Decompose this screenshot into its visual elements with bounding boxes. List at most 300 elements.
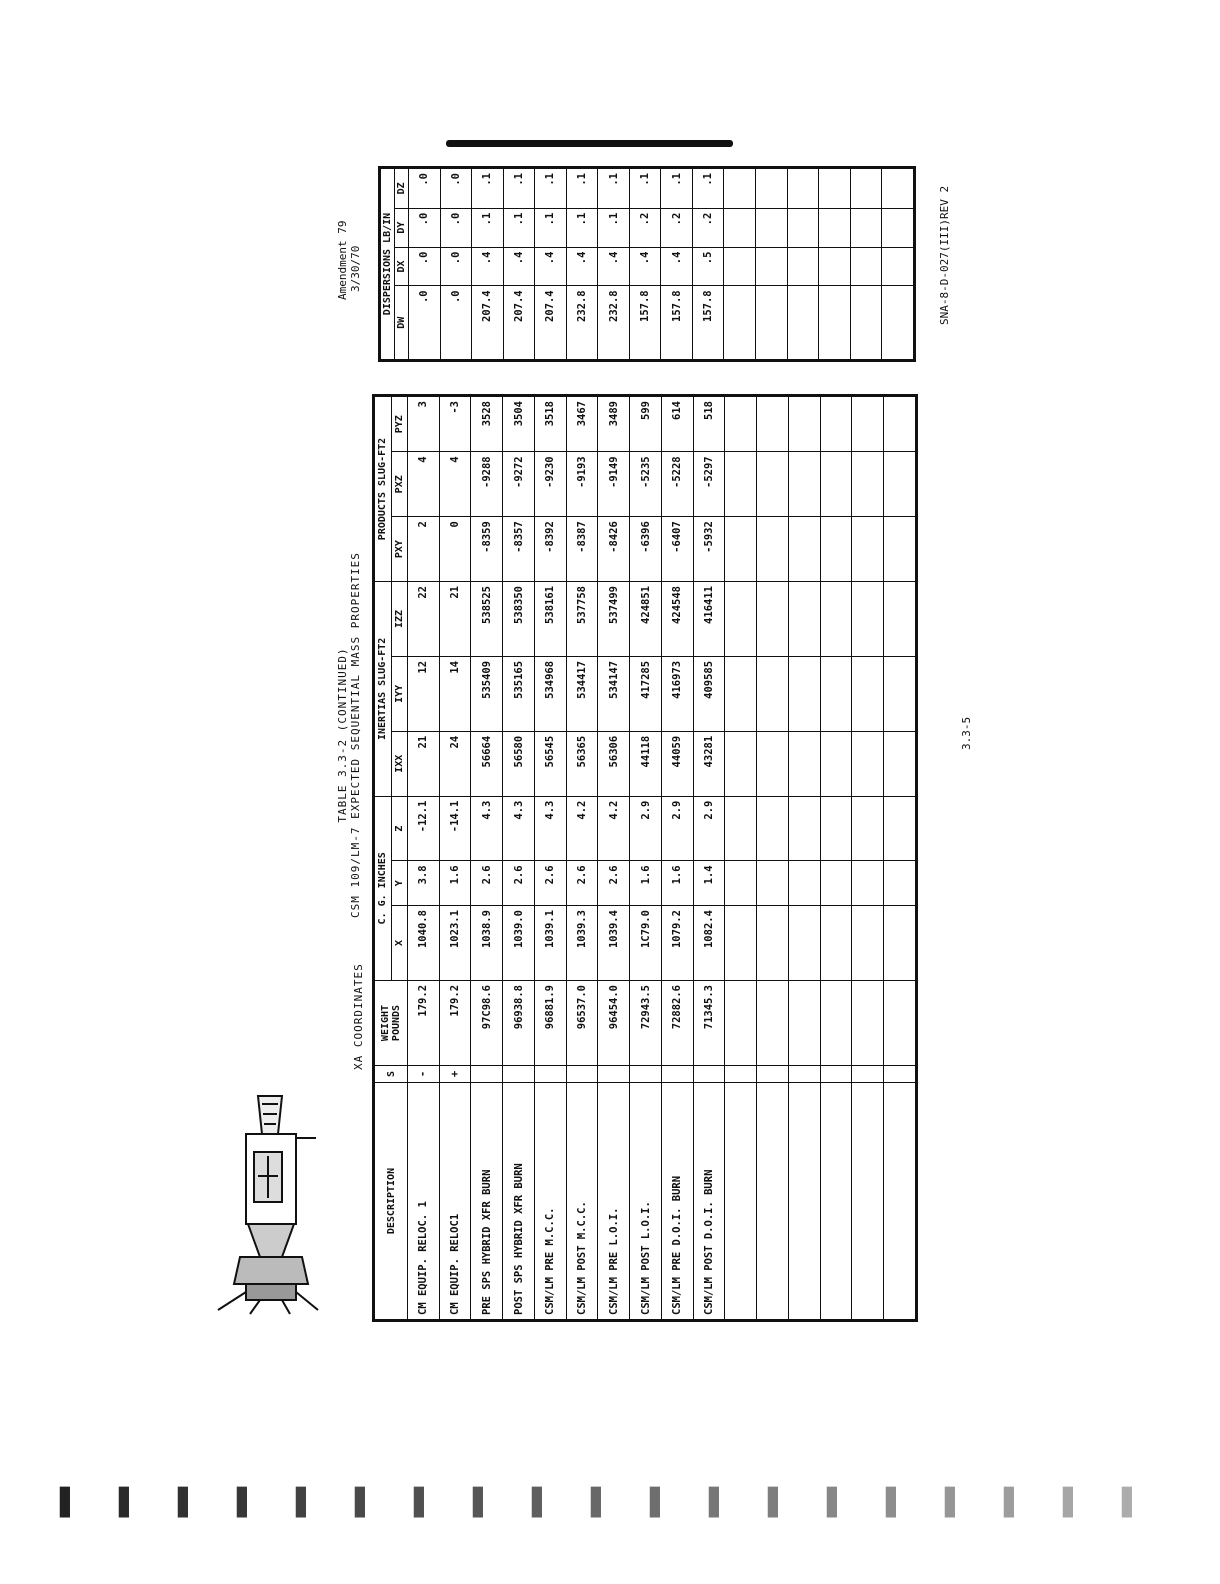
empty-cell [756,247,788,286]
film-mark: ▌ [532,1488,552,1518]
empty-cell [884,731,917,796]
empty-cell [850,208,882,247]
disp-cell-dy: .0 [440,208,472,247]
cell-z: 4.2 [566,796,598,861]
cell-z: 2.9 [661,796,693,861]
dispersions-column-row [395,168,409,361]
document-id: SNA-8-D-027(III)REV 2 [938,185,951,325]
cell-y: 1.6 [439,861,471,906]
cell-y: 1.6 [630,861,662,906]
disp-cell-dz: .1 [661,168,693,209]
empty-cell [882,247,915,286]
empty-cell [787,247,819,286]
empty-cell [850,286,882,361]
cell-desc: CM EQUIP. RELOC1 [439,1083,471,1321]
empty-cell [852,396,884,452]
mass-properties-table-container [372,394,913,1322]
cell-iyy: 417285 [630,656,662,731]
film-mark: ▌ [591,1488,611,1518]
cell-x: 1023.1 [439,906,471,981]
cell-pyz: 3467 [566,396,598,452]
cell-pyz: 599 [630,396,662,452]
table-row [408,396,440,1321]
empty-row [757,396,789,1321]
cell-pyz: 3518 [534,396,566,452]
empty-cell [788,796,820,861]
cell-pxz: -5297 [693,452,725,517]
empty-cell [725,731,757,796]
cell-x: 1079.2 [661,906,693,981]
empty-cell [820,1066,852,1083]
empty-cell [850,168,882,209]
disp-cell-dy: .2 [629,208,661,247]
empty-cell [882,168,915,209]
table-row [693,396,725,1321]
empty-cell [724,247,756,286]
empty-cell [852,731,884,796]
empty-cell [884,906,917,981]
empty-row [884,396,917,1321]
empty-cell [787,286,819,361]
empty-cell [757,396,789,452]
cell-pxy: -6407 [661,517,693,582]
empty-cell [756,286,788,361]
empty-cell [884,452,917,517]
film-mark: ▌ [827,1488,847,1518]
cell-x: 1038.9 [471,906,503,981]
empty-cell [852,656,884,731]
empty-row [725,396,757,1321]
amendment-stamp [336,221,362,300]
cell-pyz: 3489 [598,396,630,452]
cell-iyy: 534968 [534,656,566,731]
cell-y: 2.6 [598,861,630,906]
cell-y: 2.6 [534,861,566,906]
empty-cell [788,396,820,452]
empty-cell [725,452,757,517]
coord-label-block [352,963,365,1070]
disp-cell-dy: .2 [692,208,724,247]
dispersions-table [378,166,916,362]
table-title-line2: CSM 109/LM-7 EXPECTED SEQUENTIAL MASS PROPERTIES [349,552,362,918]
cell-weight: 71345.3 [693,980,725,1065]
empty-cell [884,861,917,906]
empty-cell [852,582,884,657]
table-row [471,396,503,1321]
disp-cell-dw: 157.8 [692,286,724,361]
page-number: 3.3-5 [960,716,973,750]
disp-col-dw: DW [395,286,409,361]
cell-y: 2.6 [471,861,503,906]
cell-izz: 416411 [693,582,725,657]
empty-row [787,168,819,361]
dispersion-row [661,168,693,361]
empty-cell [725,861,757,906]
cell-desc: CSM/LM POST M.C.C. [566,1083,598,1321]
cell-z: 4.3 [503,796,535,861]
cell-y: 1.6 [661,861,693,906]
cell-s [693,1066,725,1083]
empty-cell [788,731,820,796]
film-mark: ▌ [709,1488,729,1518]
cell-izz: 538161 [534,582,566,657]
cell-x: 1040.8 [408,906,440,981]
film-mark: ▌ [60,1488,80,1518]
dispersion-row [629,168,661,361]
empty-cell [756,168,788,209]
disp-cell-dw: 157.8 [629,286,661,361]
empty-row [820,396,852,1321]
disp-cell-dz: .1 [692,168,724,209]
empty-cell [724,208,756,247]
empty-cell [820,731,852,796]
disp-cell-dz: .1 [472,168,504,209]
disp-cell-dx: .5 [692,247,724,286]
empty-cell [787,168,819,209]
cell-pxy: -8426 [598,517,630,582]
cell-pxz: 4 [408,452,440,517]
cell-z: 4.3 [534,796,566,861]
disp-cell-dw: 207.4 [503,286,535,361]
empty-cell [757,517,789,582]
empty-cell [725,517,757,582]
cell-weight: 96454.0 [598,980,630,1065]
empty-cell [788,656,820,731]
film-mark: ▌ [1063,1488,1083,1518]
table-row [534,396,566,1321]
products-group-header: PRODUCTS SLUG-FT2 [374,396,392,582]
amendment-line1: Amendment 79 [336,220,349,300]
cell-x: 1082.4 [693,906,725,981]
cell-y: 2.6 [566,861,598,906]
empty-cell [820,452,852,517]
cell-y: 1.4 [693,861,725,906]
cell-x: 1039.0 [503,906,535,981]
disp-cell-dx: .4 [661,247,693,286]
disp-cell-dx: .4 [472,247,504,286]
empty-row [852,396,884,1321]
dispersion-row [692,168,724,361]
cell-x: 1039.3 [566,906,598,981]
cell-desc: CSM/LM PRE M.C.C. [534,1083,566,1321]
cell-iyy: 409585 [693,656,725,731]
cell-s [566,1066,598,1083]
cell-desc: CM EQUIP. RELOC. 1 [408,1083,440,1321]
cell-pxy: 2 [408,517,440,582]
disp-cell-dw: 207.4 [472,286,504,361]
cell-desc: POST SPS HYBRID XFR BURN [503,1083,535,1321]
empty-cell [820,796,852,861]
empty-cell [757,796,789,861]
empty-cell [724,286,756,361]
empty-cell [884,582,917,657]
disp-cell-dw: .0 [440,286,472,361]
disp-col-dy: DY [395,208,409,247]
disp-cell-dy: .1 [503,208,535,247]
empty-cell [788,1083,820,1321]
col-header-pxz: PXZ [391,452,407,517]
cell-pxy: -8359 [471,517,503,582]
table-row [439,396,471,1321]
cell-z: 2.9 [693,796,725,861]
cell-x: 1C79.0 [630,906,662,981]
cell-weight: 96881.9 [534,980,566,1065]
disp-cell-dw: 157.8 [661,286,693,361]
cell-pxz: -9288 [471,452,503,517]
empty-cell [819,208,851,247]
film-mark: ▌ [768,1488,788,1518]
dispersion-row [472,168,504,361]
dispersion-row [440,168,472,361]
disp-cell-dx: .4 [598,247,630,286]
empty-cell [820,582,852,657]
cell-pxy: 0 [439,517,471,582]
disp-cell-dw: 232.8 [598,286,630,361]
cell-z: -12.1 [408,796,440,861]
cell-pyz: 518 [693,396,725,452]
empty-cell [852,796,884,861]
csm-lm-spacecraft-icon [210,1092,320,1317]
empty-cell [788,452,820,517]
mass-properties-body [408,396,917,1321]
empty-cell [882,286,915,361]
empty-cell [819,247,851,286]
empty-cell [757,906,789,981]
cell-pxy: -8387 [566,517,598,582]
weight-label: WEIGHT [380,1004,391,1042]
cell-iyy: 535165 [503,656,535,731]
cell-izz: 22 [408,582,440,657]
cg-group-header: C. G. INCHES [374,796,392,980]
cell-z: -14.1 [439,796,471,861]
cell-pyz: 3504 [503,396,535,452]
cell-weight: 179.2 [439,980,471,1065]
cell-z: 4.3 [471,796,503,861]
cell-weight: 96938.8 [503,980,535,1065]
table-row [566,396,598,1321]
cell-weight: 72882.6 [661,980,693,1065]
film-mark: ▌ [886,1488,906,1518]
disp-cell-dz: .1 [598,168,630,209]
disp-cell-dw: .0 [409,286,441,361]
empty-cell [725,980,757,1065]
cell-pxy: -6396 [630,517,662,582]
empty-row [882,168,915,361]
amendment-date: 3/30/70 [349,245,362,292]
disp-cell-dy: .1 [472,208,504,247]
empty-cell [852,861,884,906]
cell-ixx: 24 [439,731,471,796]
cell-ixx: 44059 [661,731,693,796]
empty-cell [850,247,882,286]
empty-cell [757,656,789,731]
dispersions-body [409,168,915,361]
cell-pxy: -8357 [503,517,535,582]
disp-cell-dx: .0 [440,247,472,286]
empty-cell [757,731,789,796]
film-mark: ▌ [119,1488,139,1518]
cell-weight: 96537.0 [566,980,598,1065]
empty-cell [725,396,757,452]
cell-s [661,1066,693,1083]
cell-x: 1039.1 [534,906,566,981]
film-mark: ▌ [650,1488,670,1518]
cell-s: - [408,1066,440,1083]
cell-izz: 537499 [598,582,630,657]
cell-ixx: 56306 [598,731,630,796]
empty-row [724,168,756,361]
film-mark: ▌ [178,1488,198,1518]
weight-unit-label: POUNDS [391,1004,402,1042]
dispersion-row [598,168,630,361]
cell-ixx: 56365 [566,731,598,796]
cell-pyz: -3 [439,396,471,452]
empty-cell [757,861,789,906]
col-header-pxy: PXY [391,517,407,582]
cell-desc: PRE SPS HYBRID XFR BURN [471,1083,503,1321]
disp-cell-dy: .2 [661,208,693,247]
empty-cell [725,796,757,861]
cell-s: + [439,1066,471,1083]
cell-izz: 538350 [503,582,535,657]
dispersion-row [535,168,567,361]
cell-iyy: 535409 [471,656,503,731]
cell-s [503,1066,535,1083]
empty-cell [820,906,852,981]
cell-iyy: 534417 [566,656,598,731]
disp-cell-dx: .4 [503,247,535,286]
dispersion-row [503,168,535,361]
empty-cell [884,396,917,452]
empty-cell [884,1083,917,1321]
disp-cell-dz: .0 [440,168,472,209]
empty-cell [882,208,915,247]
disp-cell-dy: .1 [535,208,567,247]
empty-cell [884,656,917,731]
col-header-iyy: IYY [391,656,407,731]
empty-cell [852,906,884,981]
mass-properties-table [372,394,918,1322]
empty-row [819,168,851,361]
empty-cell [884,1066,917,1083]
dispersion-row [566,168,598,361]
cell-pxz: -9149 [598,452,630,517]
empty-cell [820,656,852,731]
disp-cell-dy: .1 [598,208,630,247]
empty-cell [756,208,788,247]
empty-cell [852,980,884,1065]
empty-cell [787,208,819,247]
cell-y: 2.6 [503,861,535,906]
header-rule [446,140,733,147]
empty-row [788,396,820,1321]
col-header-y: Y [391,861,407,906]
empty-cell [788,906,820,981]
empty-cell [788,582,820,657]
col-description-header: DESCRIPTION [374,1083,408,1321]
disp-cell-dy: .0 [409,208,441,247]
cell-iyy: 534147 [598,656,630,731]
cell-pxz: -5235 [630,452,662,517]
cell-s [471,1066,503,1083]
cell-z: 4.2 [598,796,630,861]
empty-cell [788,861,820,906]
col-header-z: Z [391,796,407,861]
empty-cell [852,1083,884,1321]
cell-pyz: 614 [661,396,693,452]
empty-cell [852,1066,884,1083]
empty-cell [757,582,789,657]
cell-pxz: -9230 [534,452,566,517]
empty-cell [725,1066,757,1083]
cell-izz: 538525 [471,582,503,657]
dispersion-row [409,168,441,361]
cell-y: 3.8 [408,861,440,906]
disp-cell-dz: .1 [629,168,661,209]
cell-pxz: -9193 [566,452,598,517]
empty-cell [725,1083,757,1321]
empty-cell [757,1083,789,1321]
cell-pxz: 4 [439,452,471,517]
col-header-izz: IZZ [391,582,407,657]
cell-pxy: -5932 [693,517,725,582]
empty-cell [852,517,884,582]
table-title-block [336,540,362,930]
cell-pxy: -8392 [534,517,566,582]
col-weight-header [374,980,408,1065]
empty-cell [757,452,789,517]
film-mark: ▌ [945,1488,965,1518]
cell-s [598,1066,630,1083]
film-mark: ▌ [237,1488,257,1518]
empty-cell [788,1066,820,1083]
cell-izz: 424548 [661,582,693,657]
cell-iyy: 14 [439,656,471,731]
cell-izz: 21 [439,582,471,657]
film-mark: ▌ [355,1488,375,1518]
cell-weight: 72943.5 [630,980,662,1065]
cell-ixx: 56545 [534,731,566,796]
disp-cell-dz: .1 [535,168,567,209]
empty-cell [884,980,917,1065]
film-mark: ▌ [1122,1488,1142,1518]
film-mark: ▌ [414,1488,434,1518]
empty-cell [757,980,789,1065]
cell-weight: 179.2 [408,980,440,1065]
empty-cell [820,861,852,906]
disp-cell-dz: .1 [503,168,535,209]
col-s-header: S [374,1066,408,1083]
disp-col-dz: DZ [395,168,409,209]
disp-cell-dx: .4 [566,247,598,286]
cell-x: 1039.4 [598,906,630,981]
cell-desc: CSM/LM POST L.O.I. [630,1083,662,1321]
cell-ixx: 56580 [503,731,535,796]
disp-cell-dz: .0 [409,168,441,209]
empty-cell [884,517,917,582]
cell-z: 2.9 [630,796,662,861]
empty-cell [884,796,917,861]
cell-s [630,1066,662,1083]
film-mark: ▌ [1004,1488,1024,1518]
inertias-group-header: INERTIAS SLUG-FT2 [374,582,392,797]
table-row [598,396,630,1321]
cell-pxz: -5228 [661,452,693,517]
disp-cell-dx: .4 [629,247,661,286]
table-title-line1: TABLE 3.3-2 (CONTINUED) [336,647,349,823]
empty-cell [757,1066,789,1083]
col-header-ixx: IXX [391,731,407,796]
